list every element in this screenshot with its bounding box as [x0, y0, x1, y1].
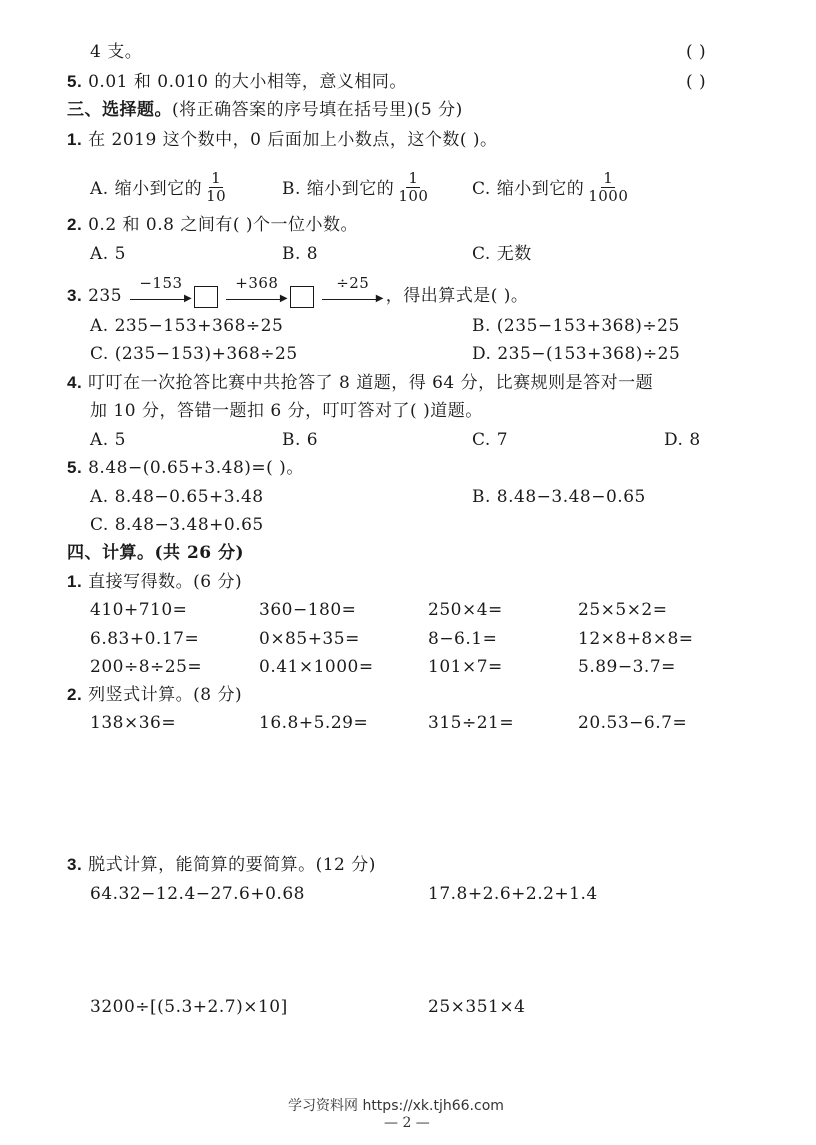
- calc-item: 25×5×2=: [578, 600, 668, 620]
- arrowhead-icon: ▶: [279, 292, 289, 304]
- question-text: 8.48−(0.65+3.48)=( )。: [88, 458, 304, 478]
- watermark: 学习资料网 https://xk.tjh66.com: [288, 1098, 504, 1114]
- calc-item: 250×4=: [428, 600, 503, 620]
- section-3-heading: [67, 98, 463, 122]
- numerator: 1: [408, 169, 419, 187]
- part-number: 2.: [67, 685, 83, 704]
- calc-item: 0×85+35=: [259, 629, 360, 649]
- option-label: B. 缩小到它的: [282, 179, 395, 199]
- stepwise-calc-item: 3200÷[(5.3+2.7)×10]: [90, 997, 288, 1017]
- blank-box[interactable]: [290, 286, 314, 308]
- vertical-calc-item: 315÷21=: [428, 713, 515, 733]
- calc-item: 5.89−3.7=: [578, 657, 676, 677]
- calc-item: 6.83+0.17=: [90, 629, 200, 649]
- calc-item: 12×8+8×8=: [578, 629, 694, 649]
- calc-item: 200÷8÷25=: [90, 657, 203, 677]
- answer-paren[interactable]: ( ): [686, 42, 707, 62]
- judge-line-1: 4 支。: [90, 42, 143, 62]
- option-b[interactable]: [282, 169, 430, 207]
- option-c[interactable]: [472, 169, 630, 207]
- stepwise-calc-item: 64.32−12.4−27.6+0.68: [90, 884, 305, 904]
- numerator: 1: [211, 169, 222, 187]
- question-2: [67, 213, 358, 237]
- stepwise-calc-item: 25×351×4: [428, 997, 526, 1017]
- calc-item: 410+710=: [90, 600, 188, 620]
- section-note: (将正确答案的序号填在括号里)(5 分): [172, 100, 463, 120]
- option-a[interactable]: A. 5: [90, 244, 126, 264]
- option-c[interactable]: C. 7: [472, 430, 509, 450]
- option-c[interactable]: C. (235−153)+368÷25: [90, 344, 298, 364]
- arrowhead-icon: ▶: [375, 292, 384, 304]
- option-d[interactable]: D. 8: [664, 430, 701, 450]
- answer-paren[interactable]: ( ): [686, 72, 707, 92]
- option-b[interactable]: B. (235−153+368)÷25: [472, 316, 680, 336]
- calc-item: 360−180=: [259, 600, 357, 620]
- vertical-calc-item: 138×36=: [90, 713, 177, 733]
- question-number: 4.: [67, 373, 83, 392]
- option-c[interactable]: C. 无数: [472, 244, 532, 264]
- option-a[interactable]: A. 8.48−0.65+3.48: [90, 487, 264, 507]
- question-text: 叮叮在一次抢答比赛中共抢答了 8 道题，得 64 分，比赛规则是答对一题: [88, 373, 654, 393]
- question-1: [67, 128, 498, 152]
- option-label: C. 缩小到它的: [472, 179, 585, 199]
- question-text: 在 2019 这个数中，0 后面加上小数点，这个数( )。: [88, 130, 498, 150]
- part-title: 列竖式计算。(8 分): [88, 685, 243, 705]
- option-b[interactable]: B. 8: [282, 244, 319, 264]
- question-5: [67, 456, 304, 480]
- arrow-divide-25: [320, 273, 386, 309]
- numerator: 1: [603, 169, 614, 187]
- option-label: A. 缩小到它的: [90, 179, 203, 199]
- section-title: 三、选择题。: [67, 100, 172, 120]
- denominator: 10: [206, 187, 227, 205]
- arrow-label: −153: [139, 273, 183, 292]
- vertical-calc-item: 16.8+5.29=: [259, 713, 369, 733]
- denominator: 100: [398, 187, 429, 205]
- item-text: 0.01 和 0.010 的大小相等，意义相同。: [88, 72, 407, 92]
- question-number: 5.: [67, 458, 83, 477]
- blank-box[interactable]: [194, 286, 218, 308]
- arrow-plus-368: [224, 273, 290, 309]
- stepwise-calc-item: 17.8+2.6+2.2+1.4: [428, 884, 598, 904]
- question-text: 0.2 和 0.8 之间有( )个一位小数。: [88, 215, 359, 235]
- section-4-heading: 四、计算。(共 26 分): [67, 543, 245, 563]
- option-a[interactable]: [90, 169, 228, 207]
- arrow-label: ÷25: [336, 273, 370, 292]
- arrowhead-icon: ▶: [183, 292, 193, 304]
- part-number: 3.: [67, 855, 83, 874]
- question-tail: ，得出算式是( )。: [385, 286, 529, 306]
- fraction: [204, 170, 228, 205]
- question-3: [67, 273, 529, 312]
- part-3-heading: [67, 853, 376, 877]
- calc-item: 0.41×1000=: [259, 657, 374, 677]
- question-4: [67, 371, 653, 395]
- option-d[interactable]: D. 235−(153+368)÷25: [472, 344, 681, 364]
- calc-item: 8−6.1=: [428, 629, 498, 649]
- question-number: 1.: [67, 130, 83, 149]
- part-number: 1.: [67, 572, 83, 591]
- option-b[interactable]: B. 6: [282, 430, 319, 450]
- start-value: 235: [88, 286, 123, 306]
- question-4-line-2: 加 10 分，答错一题扣 6 分，叮叮答对了( )道题。: [90, 401, 483, 421]
- part-title: 直接写得数。(6 分): [88, 572, 243, 592]
- option-a[interactable]: A. 235−153+368÷25: [90, 316, 284, 336]
- judge-item-5: [67, 70, 407, 94]
- denominator: 1000: [588, 187, 629, 205]
- option-a[interactable]: A. 5: [90, 430, 126, 450]
- fraction: [586, 170, 630, 205]
- vertical-calc-item: 20.53−6.7=: [578, 713, 688, 733]
- arrow-label: +368: [235, 273, 279, 292]
- question-number: 2.: [67, 215, 83, 234]
- option-b[interactable]: B. 8.48−3.48−0.65: [472, 487, 646, 507]
- question-number: 3.: [67, 286, 83, 305]
- fraction: [396, 170, 430, 205]
- item-number: 5.: [67, 72, 83, 91]
- calc-item: 101×7=: [428, 657, 503, 677]
- part-2-heading: [67, 683, 242, 707]
- part-1-heading: [67, 570, 242, 594]
- page-number: — 2 —: [384, 1115, 430, 1131]
- part-title: 脱式计算，能简算的要简算。(12 分): [88, 855, 376, 875]
- arrow-minus-153: [128, 273, 194, 309]
- option-c[interactable]: C. 8.48−3.48+0.65: [90, 515, 264, 535]
